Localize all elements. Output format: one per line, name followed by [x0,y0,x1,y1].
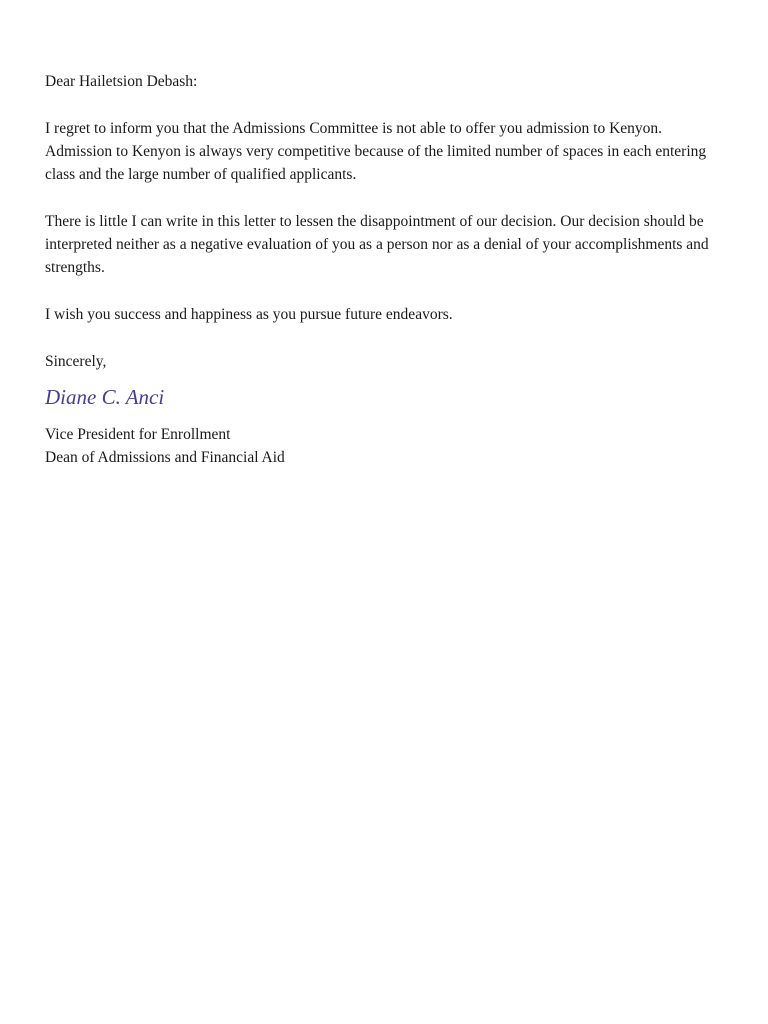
salutation: Dear Hailetsion Debash: [45,73,198,90]
paragraph-wishes: I wish you success and happiness as you pursue future endeavors. [45,305,453,323]
signature: Diane C. Anci [45,384,165,409]
closing: Sincerely, [45,352,107,370]
signer-titles [45,423,725,470]
signer-title-enrollment: Vice President for Enrollment [45,425,231,443]
signer-title-admissions: Dean of Admissions and Financial Aid [45,449,285,467]
paragraph-explanation: There is little I can write in this letter to lessen the disappointment of our decision. Our decision should be interpreted neither as a negative evaluation of you as a person nor as a denial of your accomplishments and strengths. [45,212,709,277]
paragraph-decision: I regret to inform you that the Admissions Committee is not able to offer you admission to Kenyon. Admission to Kenyon is always very competitive because of the limited number of spaces in each entering class and the large number of qualified applicants. [45,119,707,184]
letter-body [45,70,725,469]
